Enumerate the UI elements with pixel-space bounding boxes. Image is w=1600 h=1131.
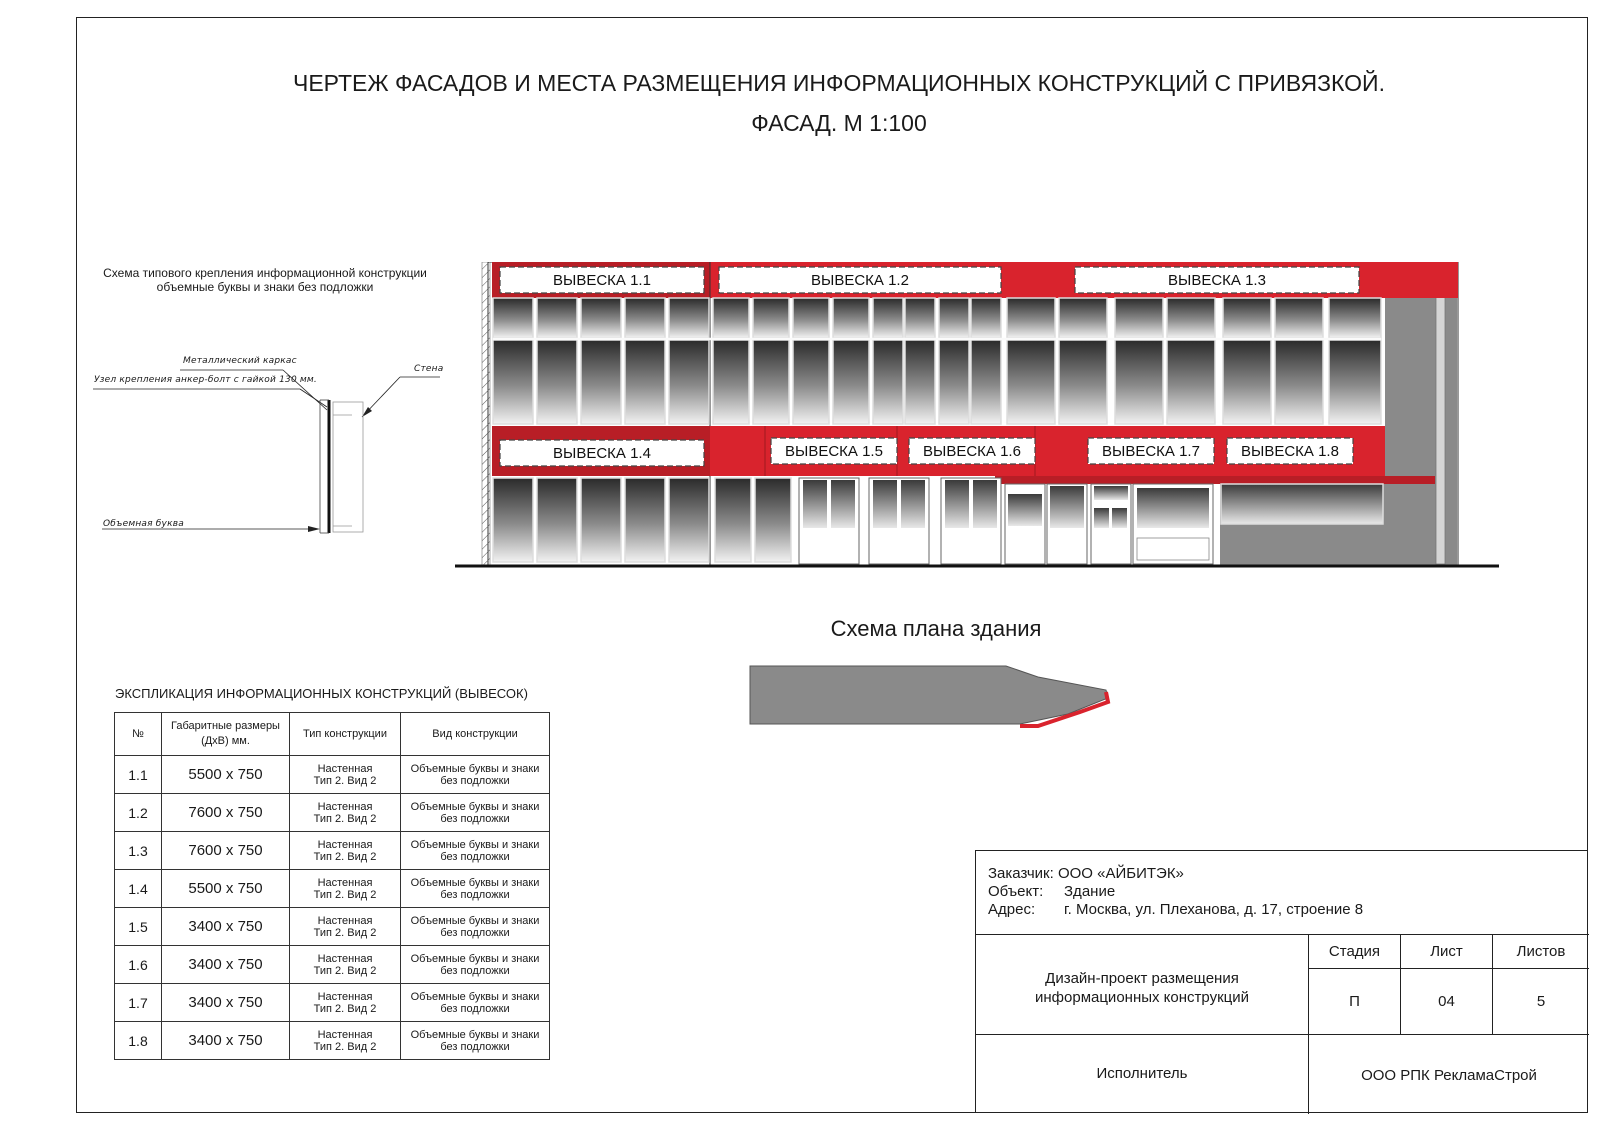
row-size: 3400 x 750	[162, 1022, 290, 1060]
row-type-line2: Тип 2. Вид 2	[313, 1002, 377, 1015]
row-view-line2: без подложки	[440, 964, 510, 977]
title-block	[975, 850, 1588, 1113]
header-view: Вид конструкции	[401, 713, 550, 756]
header-number: №	[115, 713, 162, 756]
address-label: Адрес:	[988, 901, 1036, 918]
project-name	[976, 969, 1308, 1007]
table-row	[115, 870, 550, 908]
row-type	[290, 946, 401, 984]
row-view-line1: Объемные буквы и знаки	[410, 914, 540, 927]
row-view-line2: без подложки	[440, 888, 510, 901]
row-view	[401, 756, 550, 794]
executor-label: Исполнитель	[1096, 1065, 1188, 1082]
sign-1-1-label: ВЫВЕСКА 1.1	[553, 272, 651, 289]
row-view-line1: Объемные буквы и знаки	[410, 876, 540, 889]
table-row	[115, 908, 550, 946]
sheet-value: 04	[1438, 993, 1455, 1010]
sign-1-4-label: ВЫВЕСКА 1.4	[553, 445, 651, 462]
row-view	[401, 946, 550, 984]
row-view	[401, 1022, 550, 1060]
customer-value: ООО «АЙБИТЭК»	[1057, 865, 1184, 882]
row-type	[290, 794, 401, 832]
row-number: 1.5	[115, 908, 162, 946]
row-type-line2: Тип 2. Вид 2	[313, 774, 377, 787]
table-header-row	[115, 713, 550, 756]
sign-1-7-label: ВЫВЕСКА 1.7	[1102, 443, 1200, 460]
row-type-line1: Настенная	[317, 914, 373, 927]
row-size: 3400 x 750	[162, 984, 290, 1022]
row-view	[401, 908, 550, 946]
row-number: 1.7	[115, 984, 162, 1022]
object-value: Здание	[1064, 883, 1116, 900]
header-type: Тип конструкции	[290, 713, 401, 756]
right-gray-wall	[1385, 292, 1457, 565]
table-row	[115, 984, 550, 1022]
row-type	[290, 908, 401, 946]
row-view	[401, 984, 550, 1022]
explication-table	[114, 712, 550, 1060]
drainpipe	[1436, 264, 1445, 564]
sign-1-5	[771, 438, 897, 464]
row-type	[290, 1022, 401, 1060]
row-type-line1: Настенная	[317, 1028, 373, 1041]
project-line1: Дизайн-проект размещения	[1045, 970, 1239, 987]
sign-1-8-label: ВЫВЕСКА 1.8	[1241, 443, 1339, 460]
row-type-line2: Тип 2. Вид 2	[313, 1040, 377, 1053]
row-view-line2: без подложки	[440, 1002, 510, 1015]
stage-value: П	[1349, 993, 1360, 1010]
sign-1-1	[500, 267, 704, 293]
row-view-line2: без подложки	[440, 850, 510, 863]
row-view-line1: Объемные буквы и знаки	[410, 952, 540, 965]
row-type-line1: Настенная	[317, 800, 373, 813]
row-size: 5500 x 750	[162, 870, 290, 908]
label-wall: Стена	[414, 364, 444, 374]
sign-1-8	[1227, 438, 1353, 464]
building-plan	[738, 660, 1118, 730]
row-view-line1: Объемные буквы и знаки	[410, 990, 540, 1003]
row-number: 1.6	[115, 946, 162, 984]
row-size: 5500 x 750	[162, 756, 290, 794]
table-row	[115, 1022, 550, 1060]
table-row	[115, 832, 550, 870]
label-anchor-node: Узел крепления анкер-болт с гайкой 130 мм.	[94, 375, 317, 385]
row-view	[401, 870, 550, 908]
sign-1-3-label: ВЫВЕСКА 1.3	[1168, 272, 1266, 289]
sign-1-6	[909, 438, 1035, 464]
detail-title-line1: Схема типового крепления информационной конструкции	[103, 266, 427, 280]
row-type	[290, 832, 401, 870]
row-view-line1: Объемные буквы и знаки	[410, 800, 540, 813]
sign-1-7	[1088, 438, 1214, 464]
label-metal-frame: Металлический каркас	[183, 356, 297, 366]
stamp-info	[988, 865, 1363, 919]
stage-label: Стадия	[1328, 943, 1381, 960]
row-view	[401, 794, 550, 832]
table-row	[115, 756, 550, 794]
row-view-line1: Объемные буквы и знаки	[410, 762, 540, 775]
header-size: Габаритные размеры (ДхВ) мм.	[162, 713, 290, 756]
row-type-line1: Настенная	[317, 762, 373, 775]
row-view-line2: без подложки	[440, 1040, 510, 1053]
sheet-label: Лист	[1430, 943, 1463, 960]
row-type-line2: Тип 2. Вид 2	[313, 964, 377, 977]
detail-title-line2: объемные буквы и знаки без подложки	[156, 280, 374, 294]
row-number: 1.4	[115, 870, 162, 908]
drawing-subtitle: ФАСАД. М 1:100	[751, 110, 927, 136]
row-number: 1.8	[115, 1022, 162, 1060]
executor-value: ООО РПК РекламаСтрой	[1361, 1067, 1537, 1084]
sign-1-4	[500, 440, 704, 466]
row-number: 1.2	[115, 794, 162, 832]
row-size: 7600 x 750	[162, 832, 290, 870]
row-type-line2: Тип 2. Вид 2	[313, 888, 377, 901]
sign-1-6-label: ВЫВЕСКА 1.6	[923, 443, 1021, 460]
row-type	[290, 870, 401, 908]
label-volume-letter: Объемная буква	[103, 519, 184, 529]
project-line2: информационных конструкций	[1035, 989, 1249, 1006]
row-type-line2: Тип 2. Вид 2	[313, 812, 377, 825]
table-row	[115, 794, 550, 832]
row-number: 1.1	[115, 756, 162, 794]
sign-1-3	[1075, 267, 1359, 293]
row-type	[290, 756, 401, 794]
customer-label: Заказчик:	[988, 865, 1054, 882]
canopy	[995, 476, 1435, 484]
sheets-value: 5	[1536, 993, 1546, 1010]
row-type-line1: Настенная	[317, 952, 373, 965]
object-label: Объект:	[988, 883, 1044, 900]
drawing-title: ЧЕРТЕЖ ФАСАДОВ И МЕСТА РАЗМЕЩЕНИЯ ИНФОРМАЦИОННЫХ КОНСТРУКЦИЙ С ПРИВЯЗКОЙ.	[293, 70, 1385, 96]
row-view	[401, 832, 550, 870]
row-type-line1: Настенная	[317, 876, 373, 889]
sheets-label: Листов	[1516, 943, 1566, 960]
row-type-line1: Настенная	[317, 990, 373, 1003]
row-size: 7600 x 750	[162, 794, 290, 832]
row-type-line2: Тип 2. Вид 2	[313, 926, 377, 939]
explication-title: ЭКСПЛИКАЦИЯ ИНФОРМАЦИОННЫХ КОНСТРУКЦИЙ (ВЫВЕСОК)	[115, 686, 528, 701]
row-view-line1: Объемные буквы и знаки	[410, 1028, 540, 1041]
row-view-line1: Объемные буквы и знаки	[410, 838, 540, 851]
row-view-line2: без подложки	[440, 774, 510, 787]
row-view-line2: без подложки	[440, 926, 510, 939]
wall-hatch	[482, 262, 490, 565]
row-type-line2: Тип 2. Вид 2	[313, 850, 377, 863]
sign-1-2	[719, 267, 1001, 293]
sign-1-2-label: ВЫВЕСКА 1.2	[811, 272, 909, 289]
facade-elevation	[455, 262, 1535, 592]
wall-section	[333, 402, 363, 532]
row-size: 3400 x 750	[162, 946, 290, 984]
row-size: 3400 x 750	[162, 908, 290, 946]
sign-1-5-label: ВЫВЕСКА 1.5	[785, 443, 883, 460]
row-type	[290, 984, 401, 1022]
row-number: 1.3	[115, 832, 162, 870]
row-view-line2: без подложки	[440, 812, 510, 825]
table-row	[115, 946, 550, 984]
detail-title	[96, 266, 434, 294]
row-type-line1: Настенная	[317, 838, 373, 851]
address-value: г. Москва, ул. Плеханова, д. 17, строение 8	[1064, 901, 1364, 918]
plan-title: Схема плана здания	[830, 616, 1042, 641]
